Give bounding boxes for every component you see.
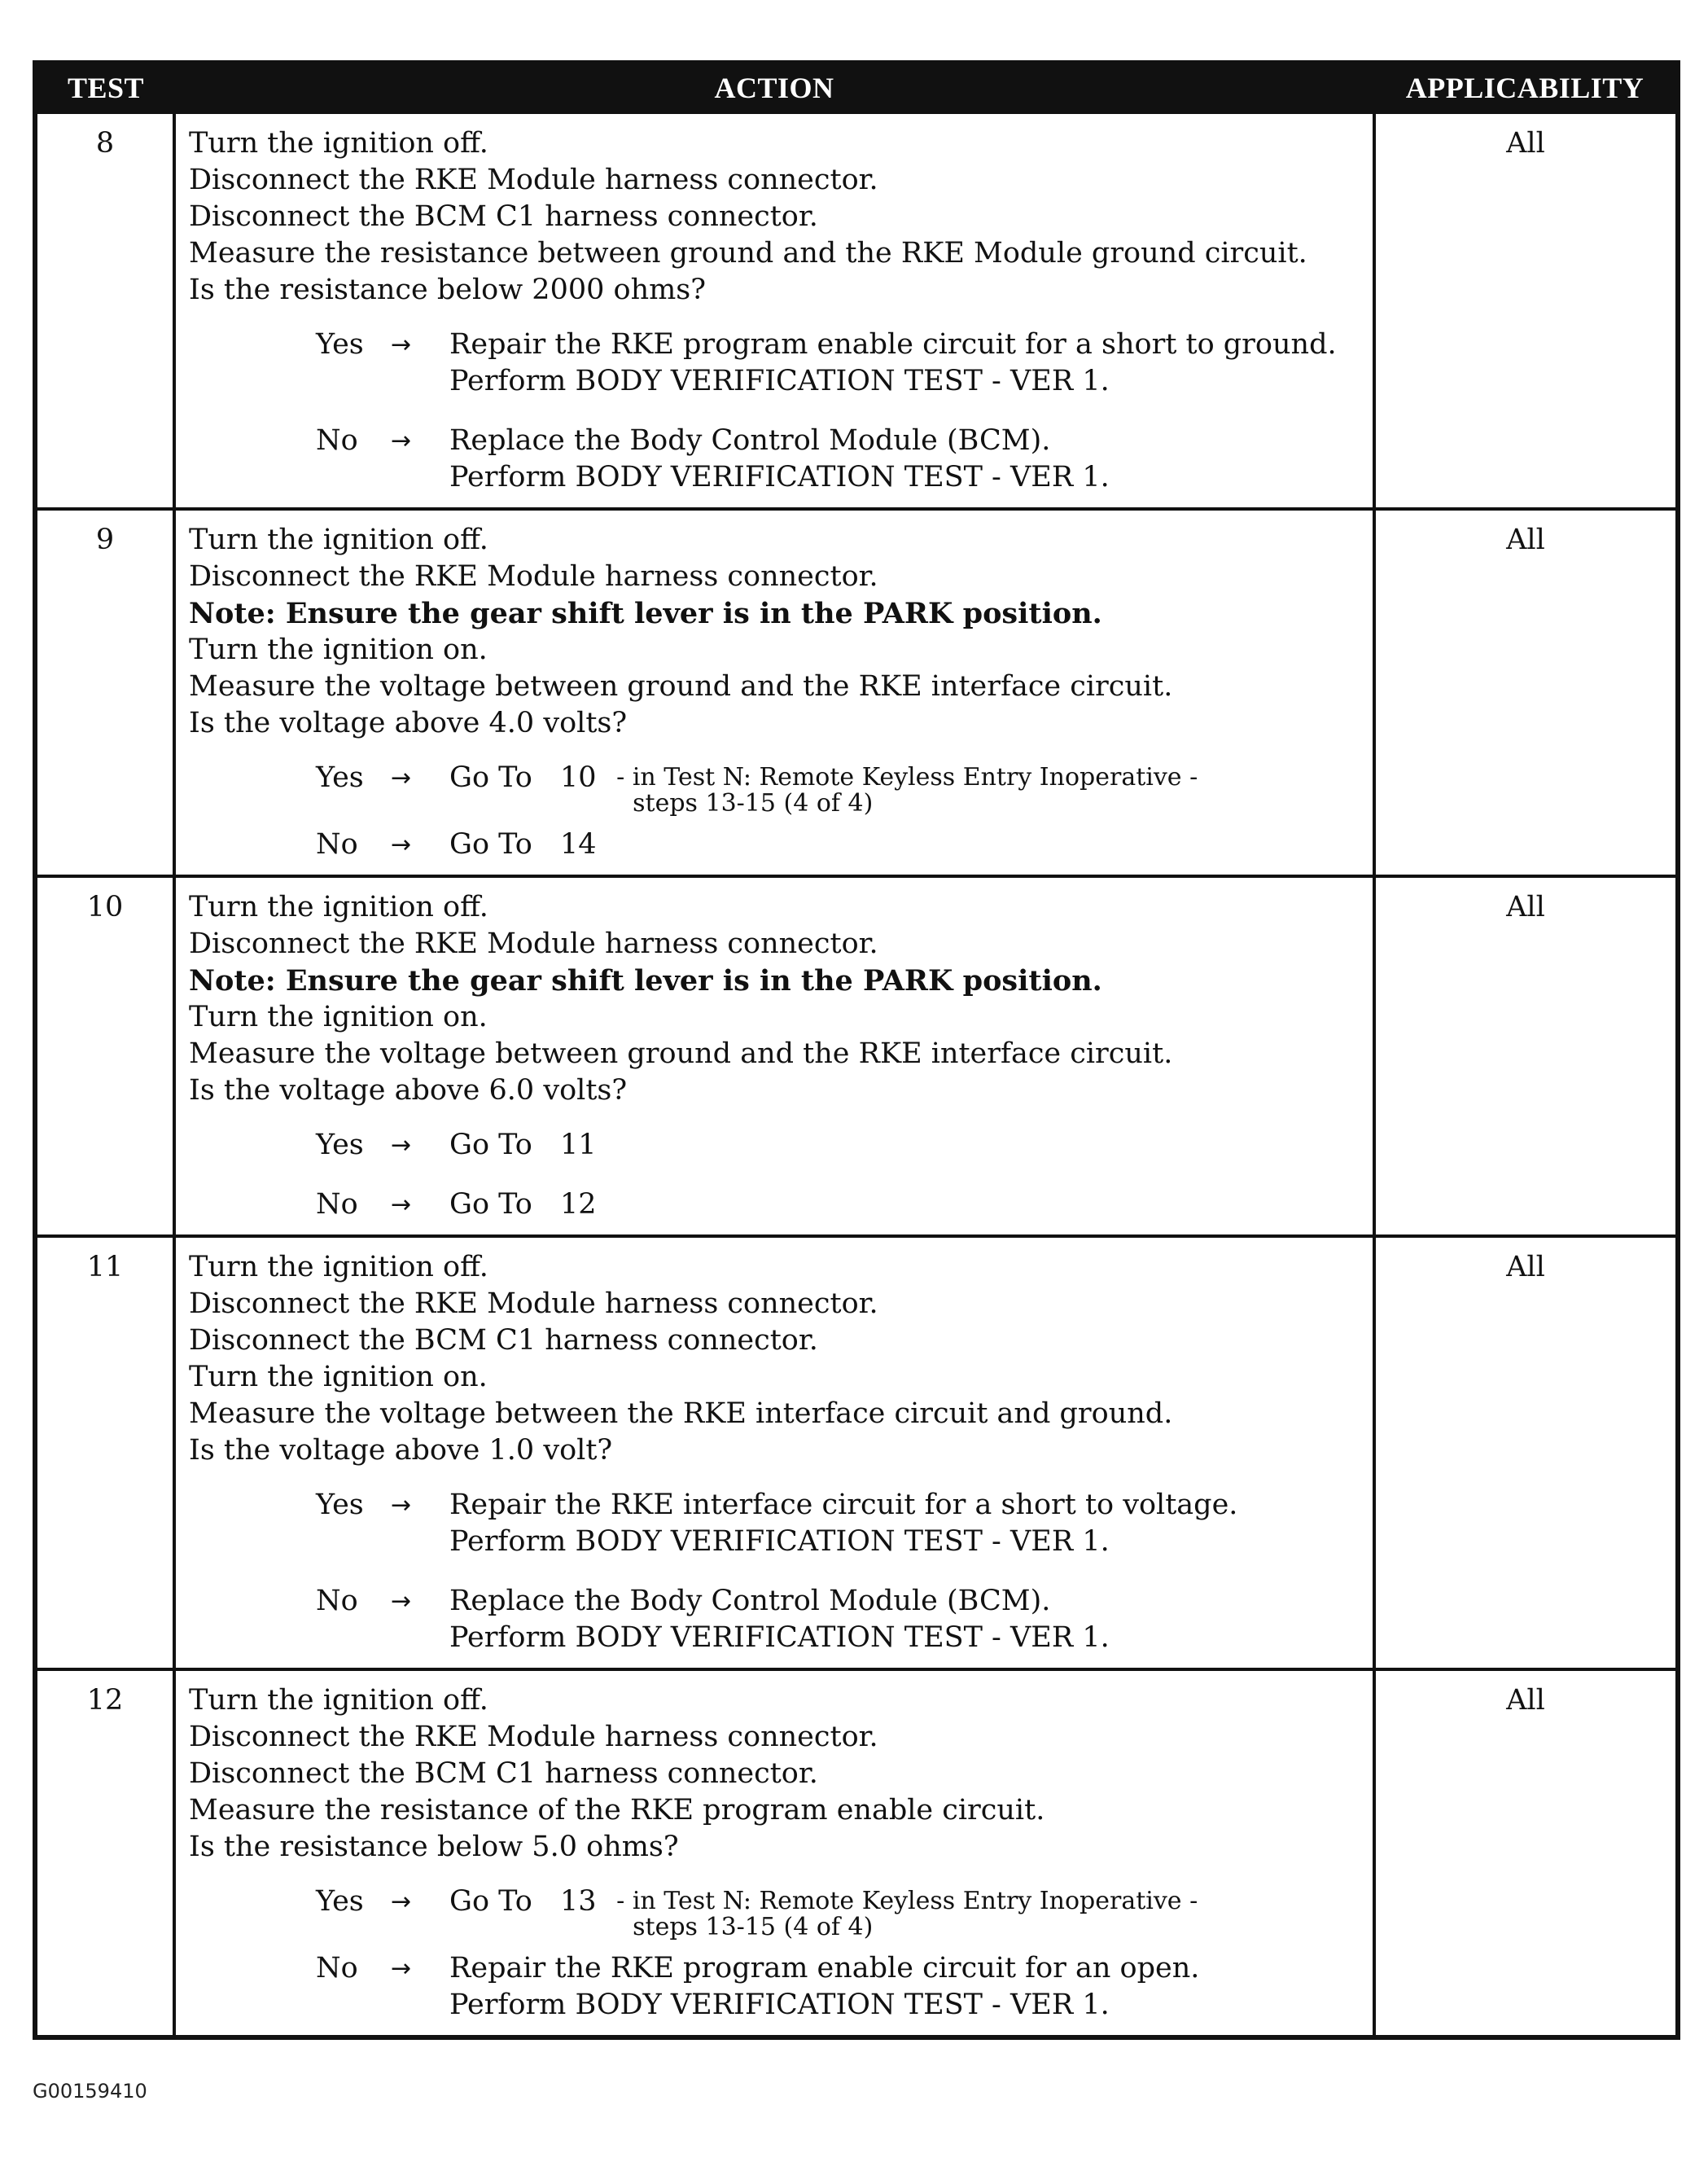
outcome-result: [449, 760, 1361, 817]
applicability-value: All: [1374, 876, 1678, 1236]
action-step: Disconnect the BCM C1 harness connector.: [189, 200, 818, 233]
action-cell: [174, 509, 1374, 876]
action-step: Disconnect the RKE Module harness connector.: [189, 1721, 878, 1753]
action-question: Is the resistance below 2000 ohms?: [189, 274, 707, 306]
applicability-value: All: [1374, 112, 1678, 509]
action-step: Disconnect the RKE Module harness connector.: [189, 1287, 878, 1320]
outcome-yes: [316, 1884, 1361, 1941]
action-step: Measure the voltage between ground and the RKE interface circuit.: [189, 670, 1173, 703]
header-applicability: APPLICABILITY: [1374, 63, 1678, 112]
action-step: Turn the ignition off.: [189, 1684, 488, 1717]
outcome-line: Perform BODY VERIFICATION TEST - VER 1.: [449, 461, 1110, 493]
action-step: Measure the resistance between ground and the RKE Module ground circuit.: [189, 237, 1307, 270]
action-cell: [174, 1669, 1374, 2037]
outcome-result: [449, 1583, 1361, 1656]
table-row: [35, 1669, 1678, 2037]
applicability-value: All: [1374, 1236, 1678, 1669]
goto-target[interactable]: 10: [560, 761, 597, 794]
goto-target[interactable]: 12: [560, 1188, 597, 1221]
action-question: Is the voltage above 6.0 volts?: [189, 1074, 628, 1107]
action-step: Measure the voltage between the RKE interface circuit and ground.: [189, 1397, 1173, 1430]
outcome-line: Perform BODY VERIFICATION TEST - VER 1.: [449, 1621, 1110, 1654]
right-arrow-icon: →: [391, 831, 412, 859]
goto-reference-line: steps 13-15 (4 of 4): [633, 1913, 874, 1941]
goto-reference-line: - in Test N: Remote Keyless Entry Inoperative -: [616, 763, 1198, 792]
right-arrow-icon: →: [391, 1191, 412, 1219]
table-header-row: [35, 63, 1678, 112]
outcome-label: Yes: [316, 1885, 364, 1918]
test-number: 10: [35, 876, 174, 1236]
outcome-line: Replace the Body Control Module (BCM).: [449, 1585, 1051, 1617]
action-step: Measure the resistance of the RKE program enable circuit.: [189, 1794, 1045, 1827]
diagnostic-table-sheet: [33, 60, 1675, 2040]
goto-label: Go To: [449, 1129, 532, 1161]
goto-label: Go To: [449, 828, 532, 861]
goto-target[interactable]: 14: [560, 828, 597, 861]
outcome-result: [449, 1487, 1361, 1560]
outcome-result: [449, 1884, 1361, 1941]
action-cell: [174, 876, 1374, 1236]
outcome-label: Yes: [316, 1489, 364, 1521]
action-step: Disconnect the RKE Module harness connector.: [189, 560, 878, 593]
outcome-no: [316, 1950, 1361, 2024]
goto-target[interactable]: 13: [560, 1885, 597, 1918]
outcome-result: [449, 1950, 1361, 2024]
outcome-line: Perform BODY VERIFICATION TEST - VER 1.: [449, 1989, 1110, 2021]
table-row: [35, 509, 1678, 876]
goto-label: Go To: [449, 1885, 532, 1918]
outcome-no: [316, 423, 1361, 496]
test-number: 8: [35, 112, 174, 509]
outcome-label: Yes: [316, 761, 364, 794]
outcomes: [316, 1487, 1361, 1656]
outcome-yes: [316, 760, 1361, 817]
goto-target[interactable]: 11: [560, 1129, 597, 1161]
outcome-line: Repair the RKE program enable circuit for an open.: [449, 1952, 1200, 1984]
action-step: Turn the ignition off.: [189, 127, 488, 160]
action-question: Is the voltage above 1.0 volt?: [189, 1434, 613, 1467]
table-row: [35, 1236, 1678, 1669]
header-test: TEST: [35, 63, 174, 112]
test-number: 9: [35, 509, 174, 876]
figure-id: G00159410: [33, 2080, 147, 2103]
outcome-line: Repair the RKE program enable circuit for a short to ground.: [449, 328, 1337, 361]
action-step: Disconnect the RKE Module harness connector.: [189, 928, 878, 960]
outcome-label: No: [316, 1952, 358, 1984]
goto-label: Go To: [449, 1188, 532, 1221]
right-arrow-icon: →: [391, 1491, 412, 1520]
outcome-result: [449, 423, 1361, 496]
outcome-line: Perform BODY VERIFICATION TEST - VER 1.: [449, 365, 1110, 397]
applicability-value: All: [1374, 1669, 1678, 2037]
right-arrow-icon: →: [391, 1954, 412, 1983]
outcome-yes: [316, 1487, 1361, 1560]
right-arrow-icon: →: [391, 331, 412, 359]
outcome-no: [316, 1583, 1361, 1656]
outcome-result: [449, 1186, 1361, 1223]
action-question: Is the voltage above 4.0 volts?: [189, 707, 628, 739]
outcomes: [316, 1127, 1361, 1223]
outcome-yes: [316, 327, 1361, 400]
outcome-label: Yes: [316, 1129, 364, 1161]
outcome-line: Repair the RKE interface circuit for a short to voltage.: [449, 1489, 1238, 1521]
outcome-yes: [316, 1127, 1361, 1164]
right-arrow-icon: →: [391, 1888, 412, 1916]
action-cell: [174, 112, 1374, 509]
applicability-value: All: [1374, 509, 1678, 876]
table-row: [35, 112, 1678, 509]
action-step: Turn the ignition on.: [189, 634, 488, 666]
action-question: Is the resistance below 5.0 ohms?: [189, 1831, 679, 1863]
outcome-line: Perform BODY VERIFICATION TEST - VER 1.: [449, 1525, 1110, 1558]
outcome-label: No: [316, 1585, 358, 1617]
test-number: 11: [35, 1236, 174, 1669]
outcome-line: Replace the Body Control Module (BCM).: [449, 424, 1051, 457]
goto-reference-line: - in Test N: Remote Keyless Entry Inoperative -: [616, 1887, 1198, 1915]
outcome-label: Yes: [316, 328, 364, 361]
action-cell: [174, 1236, 1374, 1669]
outcome-no: [316, 827, 1361, 863]
goto-reference: [616, 1888, 1198, 1941]
right-arrow-icon: →: [391, 427, 412, 455]
right-arrow-icon: →: [391, 1131, 412, 1160]
outcomes: [316, 327, 1361, 496]
header-action: ACTION: [174, 63, 1374, 112]
action-step: Turn the ignition off.: [189, 1251, 488, 1283]
action-note: Note: Ensure the gear shift lever is in the PARK position.: [189, 597, 1102, 630]
outcome-label: No: [316, 1188, 358, 1221]
goto-label: Go To: [449, 761, 532, 794]
goto-reference-line: steps 13-15 (4 of 4): [633, 789, 874, 818]
action-step: Turn the ignition off.: [189, 891, 488, 923]
action-step: Turn the ignition off.: [189, 524, 488, 556]
outcome-result: [449, 827, 1361, 863]
action-step: Turn the ignition on.: [189, 1001, 488, 1033]
action-step: Disconnect the BCM C1 harness connector.: [189, 1324, 818, 1357]
outcome-no: [316, 1186, 1361, 1223]
outcome-result: [449, 1127, 1361, 1164]
outcomes: [316, 760, 1361, 863]
table-row: [35, 876, 1678, 1236]
outcomes: [316, 1884, 1361, 2024]
diagnostic-test-table: [33, 60, 1680, 2040]
action-step: Measure the voltage between ground and the RKE interface circuit.: [189, 1037, 1173, 1070]
right-arrow-icon: →: [391, 764, 412, 792]
action-step: Turn the ignition on.: [189, 1361, 488, 1393]
goto-reference: [616, 765, 1198, 817]
action-note: Note: Ensure the gear shift lever is in the PARK position.: [189, 964, 1102, 998]
test-number: 12: [35, 1669, 174, 2037]
outcome-label: No: [316, 424, 358, 457]
right-arrow-icon: →: [391, 1587, 412, 1616]
action-step: Disconnect the BCM C1 harness connector.: [189, 1757, 818, 1790]
action-step: Disconnect the RKE Module harness connector.: [189, 164, 878, 196]
outcome-result: [449, 327, 1361, 400]
outcome-label: No: [316, 828, 358, 861]
